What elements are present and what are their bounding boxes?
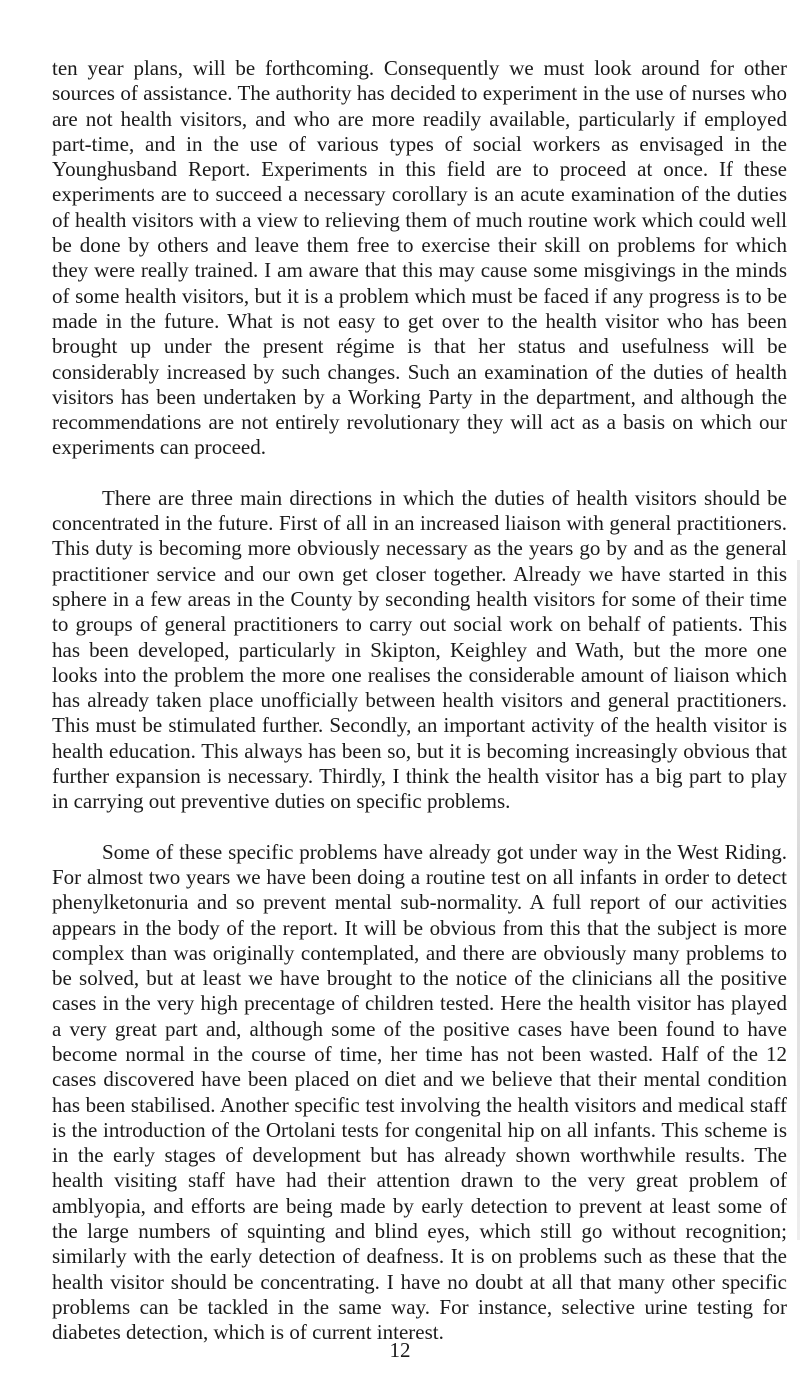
paragraph-specific-problems: Some of these specific problems have already got under way in the West Riding. For almost two years we have been doing a routine test on all infants in order to detect phenylketonuria and so prevent mental sub-normality. A full report of our activities appears in the body of the report. It will be obvious from this that the subject is more complex than was originally contemplated, and there are obviously many problems to be solved, but at least we have brought to the notice of the clinicians all the positive cases in the very high precentage of children tested. Here the health visitor has played a very great part and, although some of the positive cases have been found to have become normal in the course of time, her time has not been wasted. Half of the 12 cases discovered have been placed on diet and we believe that their mental condition has been stabilised. Another specific test involving the health visitors and medical staff is the introduction of the Ortolani tests for congenital hip on all infants. This scheme is in the early stages of development but has already shown worthwhile results. The health visiting staff have had their attention drawn to the very great problem of amblyopia, and efforts are being made by early detection to prevent at least some of the large numbers of squinting and blind eyes, which still go without recognition; similarly with the early detection of deafness. It is on problems such as these that the health visitor should be concentrating. I have no doubt at all that many other specific problems can be tackled in the same way. For instance, selective urine testing for diabetes detection, which is of current interest.	[52, 839, 787, 1345]
paragraph-duties-directions: There are three main directions in which the duties of health visitors should be concentrated in the future. First of all in an increased liaison with general practitioners. This duty is becoming more obviously necessary as the years go by and as the general practitioner service and our own get closer together. Already we have started in this sphere in a few areas in the County by seconding health visitors for some of their time to groups of general practitioners to carry out social work on behalf of patients. This has been developed, particularly in Skipton, Keighley and Wath, but the more one looks into the problem the more one realises the considerable amount of liaison which has already taken place unofficially between health visitors and general practitioners. This must be stimulated further. Secondly, an important activity of the health visitor is health education. This always has been so, but it is becoming increasingly obvious that further expansion is necessary. Thirdly, I think the health visitor has a big part to play in carrying out preventive duties on specific problems.	[52, 485, 787, 814]
page-number: 12	[389, 1338, 411, 1362]
paragraph-continuation: ten year plans, will be forthcoming. Consequently we must look around for other sources of assistance. The authority has decided to experiment in the use of nurses who are not health visitors, and who are more readily available, particularly if employed part-time, and in the use of various types of social workers as envisaged in the Younghusband Report. Experiments in this field are to proceed at once. If these experiments are to succeed a necessary corollary is an acute examination of the duties of health visitors with a view to relieving them of much routine work which could well be done by others and leave them free to exercise their skill on problems for which they were really trained. I am aware that this may cause some misgivings in the minds of some health visitors, but it is a problem which must be faced if any progress is to be made in the future. What is not easy to get over to the health visitor who has been brought up under the present régime is that her status and usefulness will be considerably increased by such changes. Such an examination of the duties of health visitors has been undertaken by a Working Party in the department, and although the recommendations are not entirely revolutionary they will act as a basis on which our experiments can proceed.	[52, 56, 787, 460]
text-column	[52, 56, 787, 1346]
